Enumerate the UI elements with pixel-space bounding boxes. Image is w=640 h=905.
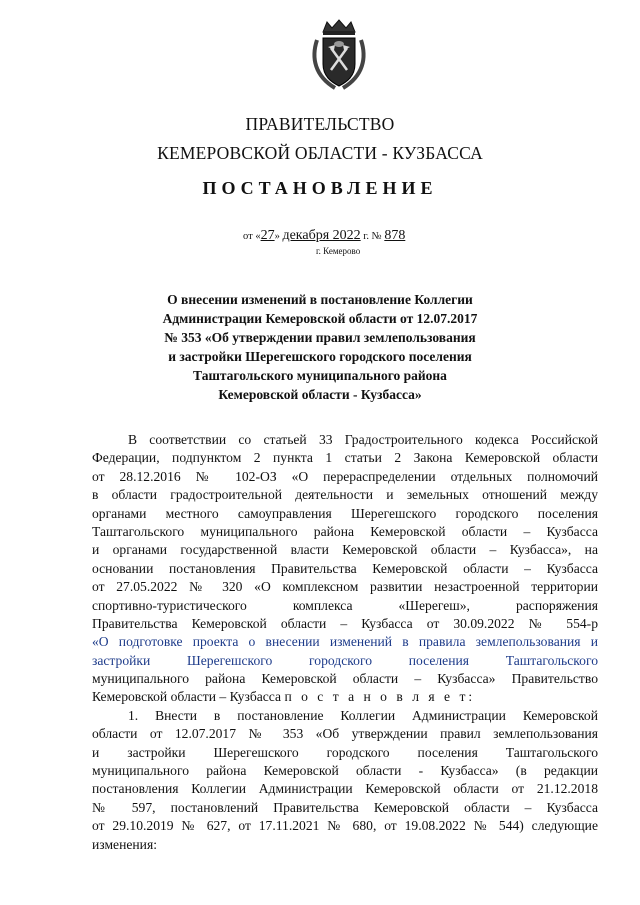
document-type-heading: ПОСТАНОВЛЕНИЕ [202, 178, 438, 198]
date-day: 27 [260, 228, 275, 243]
body-line: Правительства Кемеровской области – Кузбасса от 30.09.2022 № 554-р [92, 615, 598, 631]
document-number: 878 [384, 228, 406, 243]
body-line: Федерации, подпунктом 2 пункта 1 статьи 2 Закона Кемеровской области [92, 450, 598, 466]
body-line: от 28.12.2016 № 102-ОЗ «О перераспределении отдельных полномочий [92, 468, 598, 484]
body-line: и застройки Шерегешского городского поселения Таштагольского [92, 744, 598, 760]
body-line: муниципального района Кемеровской области - Кузбасса» (в редакции [92, 763, 598, 779]
title-line: Администрации Кемеровской области от 12.07.2017 [162, 311, 478, 326]
body-line-decree [92, 688, 598, 706]
title-line: О внесении изменений в постановление Коллегии [167, 292, 473, 307]
decree-word: п о с т а н о в л я е т: [284, 689, 476, 705]
date-mid: » [274, 231, 283, 242]
body-line: от 29.10.2019 № 627, от 17.11.2021 № 680, от 19.08.2022 № 544) следующие [92, 818, 598, 834]
body-line: в области градостроительной деятельности и земельных отношений между [92, 487, 598, 503]
body-line: муниципального района Кемеровской области – Кузбасса» Правительство [92, 671, 598, 687]
body-line: основании постановления Правительства Кемеровской области – Кузбасса [92, 560, 598, 576]
body-line-text: Кемеровской области – Кузбасса [92, 689, 282, 705]
body-line: от 27.05.2022 № 320 «О комплексном развитии незастроенной территории [92, 579, 598, 595]
government-name-line1: ПРАВИТЕЛЬСТВО [245, 114, 395, 134]
body-line: В соответствии со статьей 33 Градостроительного кодекса Российской [128, 432, 598, 447]
date-month-year: декабря 2022 [282, 228, 361, 243]
body-line-link: застройки Шерегешского городского поселения Таштагольского [92, 652, 598, 668]
body-line: области от 12.07.2017 № 353 «Об утверждении правил землепользования [92, 726, 598, 742]
document-title [100, 290, 540, 404]
date-number-line [243, 228, 405, 244]
date-year-suffix: г. [360, 231, 370, 242]
body-line: и органами государственной власти Кемеровской области – Кузбасса», на [92, 542, 598, 558]
body-line: № 597, постановлений Правительства Кемеровской области – Кузбасса [92, 799, 598, 815]
title-line: Таштагольского муниципального района [193, 368, 447, 383]
government-name-line2: КЕМЕРОВСКОЙ ОБЛАСТИ - КУЗБАССА [157, 143, 483, 163]
body-line: спортивно-туристического комплекса «Шерегеш», распоряжения [92, 597, 598, 613]
title-line: Кемеровской области - Кузбасса» [218, 387, 422, 402]
number-sign: № [371, 231, 382, 242]
body-line: Таштагольского муниципального района Кемеровской области – Кузбасса [92, 523, 598, 539]
document-body [92, 431, 598, 854]
date-prefix: от « [243, 231, 261, 242]
body-line: постановления Коллегии Администрации Кемеровской области от 21.12.2018 [92, 781, 598, 797]
title-line: № 353 «Об утверждении правил землепользования [164, 330, 476, 345]
kuzbass-coat-of-arms-icon [309, 18, 369, 92]
body-line: 1. Внести в постановление Коллегии Администрации Кемеровской [128, 707, 598, 723]
body-line: органами местного самоуправления Шерегешского городского поселения [92, 505, 598, 521]
title-line: и застройки Шерегешского городского поселения [168, 349, 472, 364]
body-line: изменения: [92, 836, 157, 852]
body-line-link: «О подготовке проекта о внесении изменений в правила землепользования и [92, 634, 598, 650]
city-name: г. Кемерово [316, 246, 361, 256]
